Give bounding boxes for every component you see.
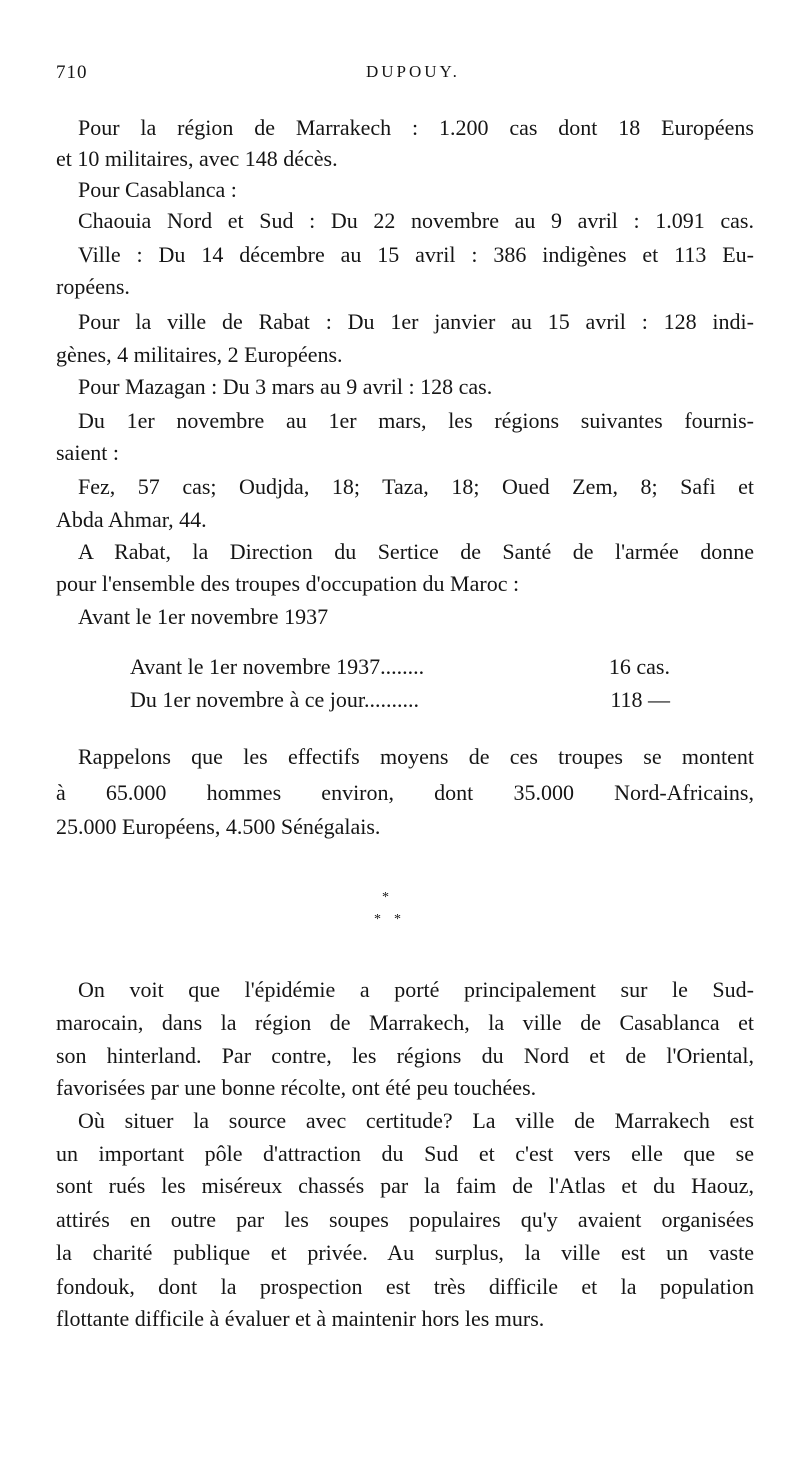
text-line: 25.000 Européens, 4.500 Sénégalais. [56, 814, 381, 839]
text-line: son hinterland. Par contre, les régions du Nord et de l'Oriental, [56, 1043, 754, 1068]
text-line: Ville : Du 14 décembre au 15 avril : 386 indigènes et 113 Eu- [78, 242, 754, 267]
text-line: saient : [56, 440, 119, 465]
table-value: 16 cas. [608, 654, 670, 679]
running-head [56, 62, 744, 92]
text-line: A Rabat, la Direction du Sertice de Santé de l'armée donne [78, 539, 754, 564]
table-label: Du 1er novembre à ce jour.......... [130, 687, 419, 712]
text-line: Pour la région de Marrakech : 1.200 cas dont 18 Européens [78, 115, 754, 140]
text-line: ropéens. [56, 274, 130, 299]
text-line: et 10 militaires, avec 148 décès. [56, 146, 338, 171]
text-line: Fez, 57 cas; Oudjda, 18; Taza, 18; Oued Zem, 8; Safi et [78, 474, 754, 499]
table-value: 118 — [610, 687, 670, 712]
asterisk: * [382, 890, 389, 905]
text-line: Chaouia Nord et Sud : Du 22 novembre au 9 avril : 1.091 cas. [78, 208, 754, 233]
text-line: favorisées par une bonne récolte, ont été peu touchées. [56, 1075, 537, 1100]
asterisk: * [394, 912, 401, 927]
table-row [130, 683, 670, 717]
text-line: Pour Mazagan : Du 3 mars au 9 avril : 128 cas. [78, 374, 493, 399]
running-title: DUPOUY. [366, 62, 460, 81]
section-separator [368, 890, 412, 934]
text-line: flottante difficile à évaluer et à maintenir hors les murs. [56, 1306, 545, 1331]
text-line: Pour Casablanca : [78, 177, 237, 202]
text-line: Abda Ahmar, 44. [56, 507, 207, 532]
text-line: fondouk, dont la prospection est très difficile et la population [56, 1274, 754, 1299]
table-label: Avant le 1er novembre 1937........ [130, 654, 425, 679]
text-line: un important pôle d'attraction du Sud et c'est vers elle que se [56, 1141, 754, 1166]
text-line: marocain, dans la région de Marrakech, la ville de Casablanca et [56, 1010, 754, 1035]
text-line: Rappelons que les effectifs moyens de ces troupes se montent [78, 744, 754, 769]
text-line: pour l'ensemble des troupes d'occupation du Maroc : [56, 571, 520, 596]
text-line: On voit que l'épidémie a porté principalement sur le Sud- [78, 977, 754, 1002]
text-line: attirés en outre par les soupes populaires qu'y avaient organisées [56, 1207, 754, 1232]
text-line: à 65.000 hommes environ, dont 35.000 Nord-Africains, [56, 780, 754, 805]
text-line: Du 1er novembre au 1er mars, les régions suivantes fournis- [78, 408, 754, 433]
text-line: Où situer la source avec certitude? La ville de Marrakech est [78, 1108, 754, 1133]
text-line: la charité publique et privée. Au surplus, la ville est un vaste [56, 1240, 754, 1265]
page-number: 710 [56, 62, 88, 83]
text-line: Pour la ville de Rabat : Du 1er janvier au 15 avril : 128 indi- [78, 309, 754, 334]
asterisk: * [374, 912, 381, 927]
text-line: gènes, 4 militaires, 2 Européens. [56, 342, 343, 367]
text-line: Avant le 1er novembre 1937 [78, 604, 329, 629]
text-line: sont rués les miséreux chassés par la faim de l'Atlas et du Haouz, [56, 1173, 754, 1198]
table-row [130, 650, 670, 684]
